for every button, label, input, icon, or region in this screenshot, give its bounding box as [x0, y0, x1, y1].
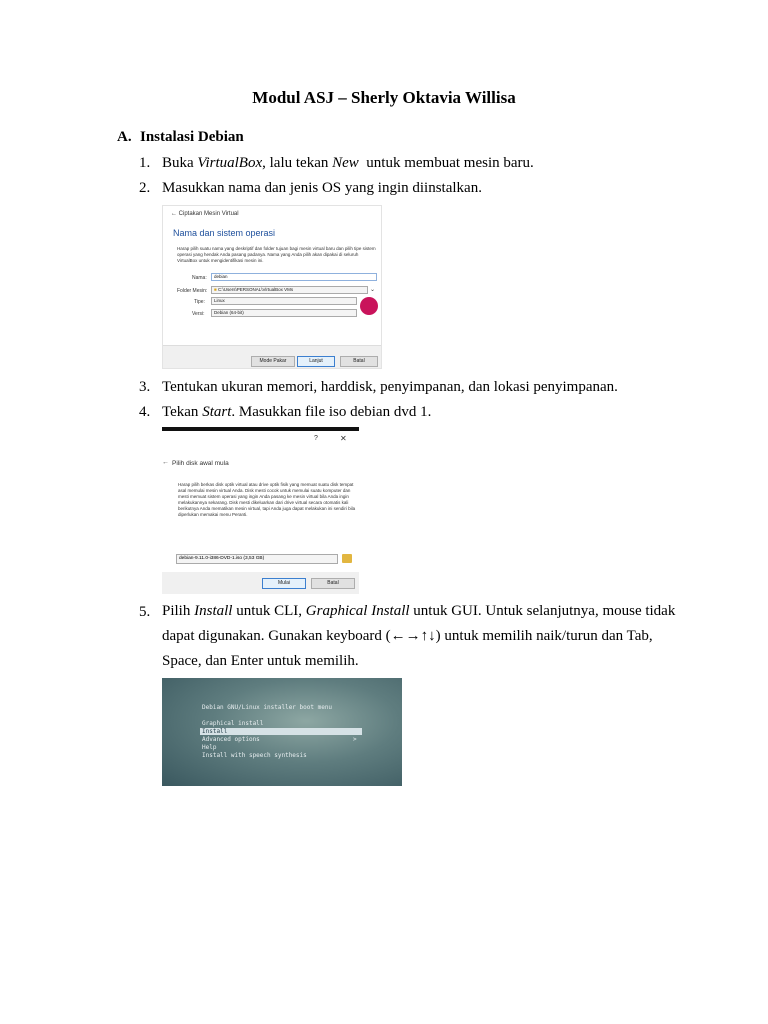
version-label: Versi: [192, 311, 205, 317]
text-italic: Install [194, 603, 233, 619]
iso-select[interactable] [176, 554, 338, 564]
cancel-button[interactable]: Batal [311, 578, 355, 589]
list-item [139, 154, 534, 172]
close-icon[interactable]: ✕ [340, 434, 347, 443]
version-select[interactable]: Debian (64-bit) [211, 309, 357, 317]
screenshot-create-vm [162, 205, 382, 369]
boot-item-install[interactable] [200, 728, 362, 735]
type-select[interactable]: Linux [211, 297, 357, 305]
document-title: Modul ASJ – Sherly Oktavia Willisa [252, 88, 516, 107]
boot-item-graphical-install[interactable]: Graphical install [202, 720, 264, 727]
type-label: Tipe: [194, 299, 205, 305]
debian-logo-icon [360, 297, 378, 315]
chevron-right-icon: > [353, 736, 357, 743]
text: untuk CLI, [232, 603, 306, 619]
cancel-button[interactable]: Batal [340, 356, 378, 367]
list-item-paragraph [162, 599, 682, 674]
text-italic: New [332, 155, 359, 171]
section-letter: A. [117, 129, 132, 145]
section-heading [117, 129, 244, 146]
boot-item-advanced-options[interactable]: Advanced options [202, 736, 260, 743]
text-italic: Graphical Install [305, 603, 410, 619]
window-title: Ciptakan Mesin Virtual [178, 211, 239, 217]
name-field[interactable]: debian [211, 273, 377, 281]
list-number: 5. [139, 604, 151, 620]
dialog-heading: Pilih disk awal mula [172, 460, 229, 467]
window-header: ← Ciptakan Mesin Virtual [171, 211, 239, 217]
back-arrow-icon[interactable]: ← [162, 459, 169, 466]
text-italic: Start [202, 404, 232, 420]
chevron-down-icon[interactable]: ⌄ [370, 287, 376, 293]
dialog-description: Harap pilih berkas disk optik virtual atau drive optik fisik yang memuat suatu disk tempat asal memulai mesin virtual Anda. Disk mesti cocok untuk memulai suatu komputer dan mesti memuat sistem operasi yang ingin Anda pasang ke mesin virtual bila Anda ingin melakukannya sekarang. Disk mesti dikeluarkan dari drive virtual secara otomatis kali berikutnya Anda mematikan mesin virtual, tapi Anda juga dapat melakukan ini sendiri bila diperlukan memakai menu Peranti. [178, 482, 356, 517]
text: untuk membuat mesin baru. [358, 155, 534, 171]
next-button[interactable]: Lanjut [297, 356, 335, 367]
list-item [139, 378, 618, 396]
screenshot-boot-menu [162, 678, 402, 786]
list-number: 2. [139, 180, 151, 196]
window-top-bar [162, 427, 359, 431]
list-item-number [139, 603, 162, 621]
iso-value: debian-9.11.0-i386-DVD-1.iso (3,53 GB) [179, 556, 265, 561]
boot-item-speech-synthesis[interactable]: Install with speech synthesis [202, 752, 307, 759]
boot-item-label: Install [202, 728, 228, 735]
list-item [139, 179, 482, 197]
dialog-description: Harap pilih suatu nama yang deskriptif dan folder tujuan bagi mesin virtual baru dan pilih tipe sistem operasi yang hendak Anda pasang padanya. Nama yang Anda pilih akan dipakai di seluruh VirtualBox untuk mengidentifikasi mesin ini. [177, 246, 376, 263]
list-number: 1. [139, 155, 151, 171]
list-number: 3. [139, 379, 151, 395]
expert-mode-button[interactable]: Mode Pakar [251, 356, 295, 367]
help-icon[interactable]: ? [314, 435, 318, 442]
text: Tentukan ukuran memori, harddisk, penyimpanan, dan lokasi penyimpanan. [162, 379, 618, 395]
list-item [139, 403, 431, 421]
start-button[interactable]: Mulai [262, 578, 306, 589]
folder-label: Folder Mesin: [177, 288, 208, 294]
text: Buka [162, 155, 198, 171]
name-label: Nama: [192, 275, 207, 281]
text: Pilih [162, 603, 195, 619]
text: , lalu tekan [262, 155, 333, 171]
folder-icon[interactable] [342, 554, 352, 563]
screenshot-startup-disk [162, 427, 359, 594]
folder-icon: ■ [214, 287, 217, 292]
dialog-heading: Nama dan sistem operasi [173, 228, 276, 238]
boot-item-help[interactable]: Help [202, 744, 217, 751]
boot-menu-title: Debian GNU/Linux installer boot menu [202, 704, 333, 711]
folder-value: C:\Users\PERSONAL\VirtualBox VMs [217, 287, 294, 292]
section-title: Instalasi Debian [140, 129, 244, 145]
list-number: 4. [139, 404, 151, 420]
text: untuk GUI. Untuk selanjutnya, mouse tidak dapat digunakan. Gunakan keyboard (←→↑↓) untuk memilih naik/turun dan Tab, Space, dan Enter untuk memilih. [162, 603, 676, 669]
text: Tekan [162, 404, 203, 420]
folder-select[interactable] [211, 286, 368, 294]
text: . Masukkan file iso debian dvd 1. [231, 404, 432, 420]
text-italic: VirtualBox [197, 155, 263, 171]
text: Masukkan nama dan jenis OS yang ingin diinstalkan. [162, 180, 482, 196]
